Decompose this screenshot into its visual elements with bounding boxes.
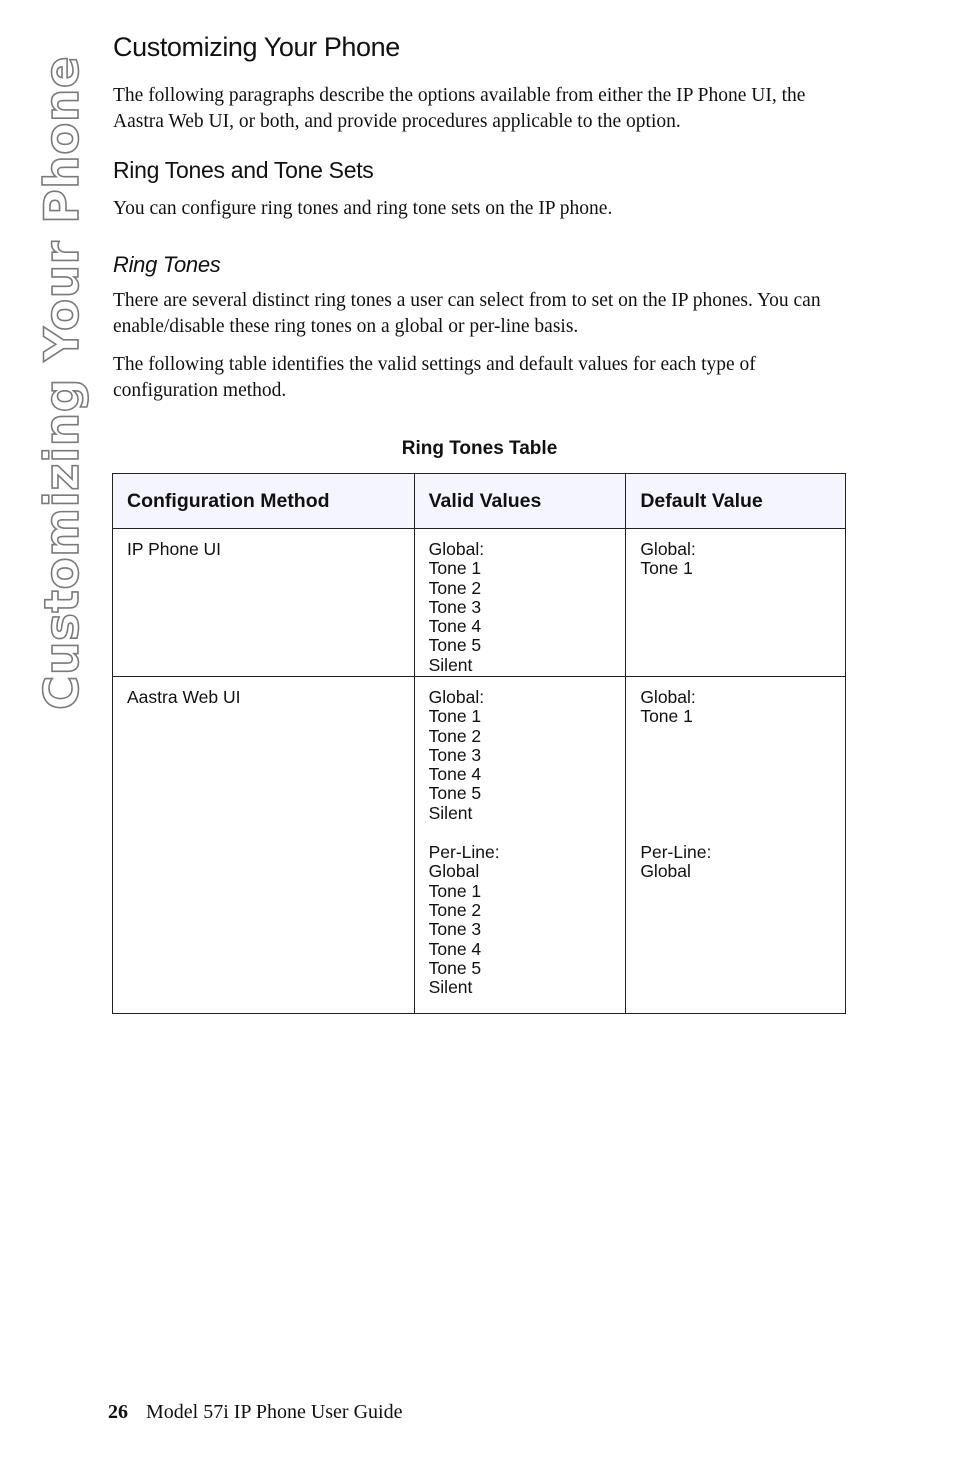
valid-value: Tone 1 (428, 706, 482, 727)
valid-value: Tone 3 (428, 596, 482, 617)
side-tab (35, 40, 90, 710)
subsection-heading: Ring Tones (113, 252, 221, 277)
default-value: Tone 1 (640, 558, 693, 579)
side-tab-label: Customizing Your Phone (35, 55, 90, 710)
table-row (113, 677, 846, 1014)
cell-valid-values (414, 529, 626, 677)
spacer (429, 823, 625, 843)
table-row (113, 529, 846, 677)
valid-value-per-line: Tone 4 (428, 938, 482, 959)
default-value-per-line: Global (640, 860, 691, 881)
valid-value: Tone 2 (428, 725, 482, 746)
valid-value: Silent (428, 654, 473, 675)
valid-value: Tone 2 (428, 577, 482, 598)
valid-value: Tone 3 (428, 744, 482, 765)
header-valid-values: Valid Values (414, 474, 626, 529)
valid-value-per-line: Silent (428, 977, 473, 998)
valid-value: Tone 5 (428, 635, 482, 656)
default-value: Tone 1 (640, 706, 693, 727)
valid-value-per-line: Global (428, 861, 480, 882)
valid-value: Tone 5 (428, 783, 482, 804)
valid-value-per-line: Tone 1 (428, 880, 482, 901)
cell-default-value (626, 529, 846, 677)
valid-value: Tone 4 (428, 616, 482, 637)
cell-valid-values (414, 677, 626, 1014)
header-default-value: Default Value (626, 474, 846, 529)
cell-method: IP Phone UI (113, 529, 415, 677)
cell-method: Aastra Web UI (113, 677, 415, 1014)
valid-value: Tone 1 (428, 558, 482, 579)
valid-value-per-line: Tone 2 (428, 899, 482, 920)
table-header-row (113, 474, 846, 529)
default-value-per-line: Per-Line: (640, 841, 712, 862)
valid-value: Tone 4 (428, 764, 482, 785)
table-caption: Ring Tones Table (401, 438, 558, 459)
page-number: 26 (108, 1401, 128, 1423)
cell-default-value (626, 677, 846, 1014)
page-content (113, 32, 848, 416)
ring-tones-paragraph-1: There are several distinct ring tones a user can select from to set on the IP phones. You can enable/disable these ring tones on a global or per-line basis. (113, 290, 821, 337)
valid-value: Global: (428, 539, 485, 559)
page-title: Customizing Your Phone (113, 32, 400, 62)
valid-value: Global: (428, 687, 485, 707)
ring-tones-paragraph-2: The following table identifies the valid settings and default values for each type of configuration method. (113, 354, 756, 401)
valid-value-per-line: Per-Line: (428, 842, 500, 863)
section-paragraph: You can configure ring tones and ring tone sets on the IP phone. (113, 198, 613, 219)
valid-value-per-line: Tone 5 (428, 957, 482, 978)
document-title: Model 57i IP Phone User Guide (146, 1401, 403, 1423)
spacer (640, 727, 844, 843)
page-footer (108, 1401, 402, 1424)
default-value: Global: (640, 687, 696, 707)
default-value: Global: (640, 539, 696, 559)
intro-paragraph: The following paragraphs describe the options available from either the IP Phone UI, the Aastra Web UI, or both, and provide procedures applicable to the option. (113, 85, 806, 132)
header-configuration-method: Configuration Method (113, 474, 415, 529)
section-heading: Ring Tones and Tone Sets (113, 157, 374, 183)
ring-tones-table (112, 473, 846, 1014)
valid-value: Silent (428, 802, 473, 823)
valid-value-per-line: Tone 3 (428, 919, 482, 940)
